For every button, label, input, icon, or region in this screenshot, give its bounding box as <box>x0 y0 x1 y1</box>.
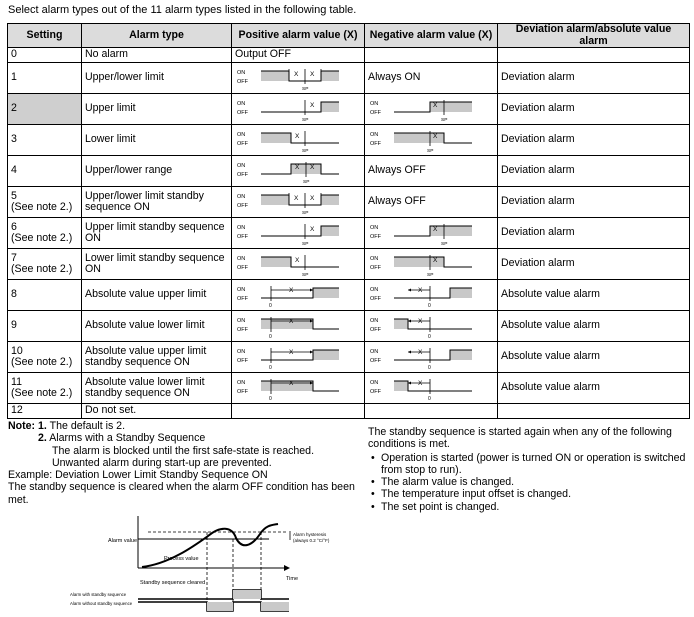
alarm-output-diagram <box>368 375 492 401</box>
zero-label: 0 <box>269 365 272 370</box>
on-label: ON <box>237 163 246 169</box>
x-label: X <box>294 195 299 202</box>
on-label: ON <box>237 256 246 262</box>
positive-cell <box>232 280 365 311</box>
negative-cell <box>365 311 498 342</box>
table-row <box>8 373 690 404</box>
on-region <box>261 195 289 205</box>
alarm-type-cell: Upper limit <box>82 94 232 125</box>
alarm-type-cell: Absolute value lower limit <box>82 311 232 342</box>
alarm-output-diagram <box>368 220 492 246</box>
alarm-type-cell: Do not set. <box>82 404 232 419</box>
x-label: X <box>295 164 300 171</box>
x-label: X <box>310 164 315 171</box>
off-label: OFF <box>237 141 248 147</box>
alarm-output-diagram <box>235 344 359 370</box>
alarm-type-cell <box>82 187 232 218</box>
alarm-type-line1: Absolute value lower limit <box>85 375 205 388</box>
setting-note: (See note 2.) <box>11 232 73 244</box>
off-label: OFF <box>370 358 381 364</box>
on-region <box>261 133 291 143</box>
alarm-type-line1: Upper/lower limit standby <box>85 189 204 202</box>
with-standby-label: Alarm with standby sequence <box>70 592 127 597</box>
note-1-number: 1. <box>38 420 47 432</box>
x-label: X <box>310 195 315 202</box>
category-cell <box>498 48 690 63</box>
table-row <box>8 280 690 311</box>
alarm-type-line2: standby sequence ON <box>85 356 190 368</box>
on-label: ON <box>237 380 246 386</box>
on-region <box>261 257 291 267</box>
on-region <box>321 226 339 236</box>
category-cell: Deviation alarm <box>498 94 690 125</box>
note-label: Note: <box>8 420 36 432</box>
setting-cell: 9 <box>8 311 82 342</box>
setting-cell: 1 <box>8 63 82 94</box>
on-region <box>321 195 339 205</box>
sp-label: SP <box>303 180 310 184</box>
sp-label: SP <box>302 118 309 122</box>
on-label: ON <box>370 225 379 231</box>
alarm-type-cell <box>82 218 232 249</box>
on-label: ON <box>237 194 246 200</box>
off-label: OFF <box>370 141 381 147</box>
on-label: ON <box>237 132 246 138</box>
category-cell: Deviation alarm <box>498 125 690 156</box>
zero-label: 0 <box>269 334 272 339</box>
setting-note: (See note 2.) <box>11 263 73 275</box>
off-label: OFF <box>370 265 381 271</box>
table-row <box>8 187 690 218</box>
setting-note: (See note 2.) <box>11 356 73 368</box>
note-1-text: The default is 2. <box>49 420 126 432</box>
alarm-with-standby-signal <box>138 590 289 599</box>
alarm-without-standby-fill <box>207 602 233 611</box>
hysteresis-label: Alarm hysteresis <box>293 532 327 537</box>
alarm-type-line2: ON <box>85 263 101 275</box>
on-region <box>450 288 472 298</box>
alarm-output-diagram <box>368 96 492 122</box>
on-region <box>261 319 313 329</box>
alarm-type-cell: Absolute value upper limit <box>82 280 232 311</box>
on-label: ON <box>237 70 246 76</box>
sp-label: SP <box>427 149 434 153</box>
note-1 <box>8 420 363 432</box>
category-cell: Deviation alarm <box>498 63 690 94</box>
alarm-output-diagram <box>368 282 492 308</box>
positive-cell <box>232 373 365 404</box>
setting-cell: 0 <box>8 48 82 63</box>
alarm-type-line1: Lower limit standby sequence <box>85 251 225 264</box>
positive-cell <box>232 218 365 249</box>
off-label: OFF <box>370 110 381 116</box>
category-cell: Deviation alarm <box>498 249 690 280</box>
on-region <box>313 288 339 298</box>
off-label: OFF <box>237 327 248 333</box>
setting-cell <box>8 342 82 373</box>
list-item: • The set point is changed. <box>368 501 690 513</box>
x-label: X <box>433 133 438 140</box>
standby-sequence-timechart <box>64 512 334 613</box>
category-cell: Absolute value alarm <box>498 280 690 311</box>
negative-cell: Always OFF <box>365 187 498 218</box>
list-item: • Operation is started (power is turned ON or operation is switched from stop to run). <box>368 452 690 477</box>
negative-cell <box>365 48 498 63</box>
negative-cell <box>365 280 498 311</box>
alarm-output-diagram <box>235 158 359 184</box>
sp-label: SP <box>427 273 434 277</box>
hysteresis-note: (always 0.2 °C/°F) <box>293 538 330 543</box>
table-row <box>8 404 690 419</box>
on-region <box>321 71 339 81</box>
off-label: OFF <box>237 389 248 395</box>
negative-cell <box>365 94 498 125</box>
x-label: X <box>295 257 300 264</box>
table-row <box>8 342 690 373</box>
positive-cell <box>232 125 365 156</box>
positive-cell <box>232 342 365 373</box>
alarm-output-diagram <box>235 65 359 91</box>
category-cell: Absolute value alarm <box>498 311 690 342</box>
off-label: OFF <box>237 358 248 364</box>
negative-cell <box>365 249 498 280</box>
alarm-output-diagram <box>235 127 359 153</box>
alarm-type-line1: Upper limit standby sequence <box>85 220 225 233</box>
positive-cell <box>232 94 365 125</box>
positive-cell <box>232 156 365 187</box>
alarm-output-diagram <box>235 282 359 308</box>
alarm-type-cell: Upper/lower range <box>82 156 232 187</box>
sp-label: SP <box>441 118 448 122</box>
x-label: X <box>418 318 423 325</box>
zero-label: 0 <box>428 396 431 401</box>
alarm-output-diagram <box>368 344 492 370</box>
off-label: OFF <box>370 327 381 333</box>
setting-cell: 3 <box>8 125 82 156</box>
on-label: ON <box>370 256 379 262</box>
note-2-number: 2. <box>38 432 47 445</box>
off-label: OFF <box>237 110 248 116</box>
intro-text: Select alarm types out of the 11 alarm types listed in the following table. <box>8 4 357 16</box>
table-row <box>8 94 690 125</box>
setting-number: 6 <box>11 220 17 233</box>
sp-label: SP <box>302 149 309 153</box>
x-label: X <box>310 226 315 233</box>
zero-label: 0 <box>428 365 431 370</box>
sp-label: SP <box>441 242 448 246</box>
table-row <box>8 125 690 156</box>
category-cell: Deviation alarm <box>498 156 690 187</box>
off-label: OFF <box>370 389 381 395</box>
on-label: ON <box>370 349 379 355</box>
on-label: ON <box>370 318 379 324</box>
zero-label: 0 <box>428 334 431 339</box>
time-axis-arrowhead <box>284 565 290 571</box>
off-label: OFF <box>370 296 381 302</box>
header-negative: Negative alarm value (X) <box>365 24 498 48</box>
alarm-type-cell: Lower limit <box>82 125 232 156</box>
on-label: ON <box>237 318 246 324</box>
x-label: X <box>418 380 423 387</box>
zero-label: 0 <box>269 396 272 401</box>
alarm-type-line2: ON <box>85 232 101 244</box>
category-cell: Deviation alarm <box>498 218 690 249</box>
alarm-output-diagram <box>235 375 359 401</box>
off-label: OFF <box>237 203 248 209</box>
x-label: X <box>295 133 300 140</box>
header-setting: Setting <box>8 24 82 48</box>
header-alarm-type: Alarm type <box>82 24 232 48</box>
alarm-output-diagram <box>368 251 492 277</box>
note-2-title: Alarms with a Standby Sequence <box>49 432 206 445</box>
negative-cell: Always ON <box>365 63 498 94</box>
off-label: OFF <box>370 234 381 240</box>
note-2-line-1: The alarm is blocked until the first safe-state is reached. <box>52 444 315 457</box>
setting-number: 11 <box>11 375 22 388</box>
alarm-value-label: Alarm value <box>108 538 138 544</box>
category-cell: Absolute value alarm <box>498 342 690 373</box>
positive-cell: Output OFF <box>232 48 365 63</box>
category-cell: Absolute value alarm <box>498 373 690 404</box>
setting-note: (See note 2.) <box>11 201 73 213</box>
negative-cell <box>365 125 498 156</box>
table-row <box>8 63 690 94</box>
on-label: ON <box>370 380 379 386</box>
category-cell <box>498 404 690 419</box>
sp-label: SP <box>302 273 309 277</box>
table-row <box>8 311 690 342</box>
zero-label: 0 <box>269 303 272 308</box>
alarm-output-diagram <box>235 313 359 339</box>
alarm-type-line2: sequence ON <box>85 201 150 213</box>
off-label: OFF <box>237 265 248 271</box>
example-text: Example: Deviation Lower Limit Standby Sequence ON <box>8 469 268 482</box>
table-row <box>8 249 690 280</box>
x-label: X <box>294 71 299 78</box>
sp-label: SP <box>302 87 309 91</box>
positive-cell <box>232 187 365 218</box>
alarm-output-diagram <box>235 96 359 122</box>
notes-section <box>8 420 363 506</box>
negative-cell <box>365 404 498 419</box>
list-item: • The alarm value is changed. <box>368 476 690 488</box>
sp-label: SP <box>302 242 309 246</box>
x-label: X <box>433 102 438 109</box>
on-region <box>394 381 408 391</box>
table-row <box>8 218 690 249</box>
restart-conditions-list <box>368 452 690 513</box>
on-label: ON <box>237 349 246 355</box>
alarm-type-cell <box>82 342 232 373</box>
standby-cleared-text: The standby sequence is cleared when the alarm OFF condition has been met. <box>8 481 355 506</box>
on-region <box>313 350 339 360</box>
alarm-type-line1: Absolute value upper limit <box>85 344 207 357</box>
sp-label: SP <box>302 211 309 215</box>
alarm-type-cell <box>82 373 232 404</box>
x-label: X <box>289 318 294 325</box>
setting-number: 5 <box>11 189 17 202</box>
off-label: OFF <box>237 296 248 302</box>
setting-cell <box>8 218 82 249</box>
x-label: X <box>433 226 438 233</box>
negative-cell <box>365 342 498 373</box>
table-header-row <box>8 24 690 48</box>
alarm-types-table <box>7 23 690 419</box>
positive-cell <box>232 311 365 342</box>
alarm-output-diagram <box>235 220 359 246</box>
list-item: • The temperature input offset is changed. <box>368 488 690 500</box>
negative-cell: Always OFF <box>365 156 498 187</box>
arrowhead <box>408 351 411 354</box>
x-label: X <box>418 349 423 356</box>
on-label: ON <box>237 225 246 231</box>
setting-cell: 8 <box>8 280 82 311</box>
x-label: X <box>310 71 315 78</box>
zero-label: 0 <box>428 303 431 308</box>
alarm-output-diagram <box>235 189 359 215</box>
on-label: ON <box>237 287 246 293</box>
off-label: OFF <box>237 79 248 85</box>
alarm-with-standby-fill <box>233 590 261 599</box>
time-label: Time <box>286 576 299 582</box>
on-label: ON <box>370 287 379 293</box>
negative-cell <box>365 218 498 249</box>
alarm-output-diagram <box>368 313 492 339</box>
standby-cleared-label: Standby sequence cleared <box>140 580 206 586</box>
x-label: X <box>289 287 294 294</box>
setting-note: (See note 2.) <box>11 387 73 399</box>
setting-cell: 2 <box>8 94 82 125</box>
setting-cell <box>8 373 82 404</box>
on-label: ON <box>237 101 246 107</box>
x-label: X <box>418 287 423 294</box>
without-standby-label: Alarm without standby sequence <box>70 601 133 606</box>
note-2-line-2: Unwanted alarm during start-up are prevented. <box>52 456 272 469</box>
alarm-type-cell: Upper/lower limit <box>82 63 232 94</box>
alarm-without-standby-fill <box>261 602 289 611</box>
table-row <box>8 48 690 63</box>
alarm-type-line2: standby sequence ON <box>85 387 190 399</box>
positive-cell <box>232 63 365 94</box>
positive-cell <box>232 404 365 419</box>
negative-cell <box>365 373 498 404</box>
category-cell: Deviation alarm <box>498 187 690 218</box>
off-label: OFF <box>237 172 248 178</box>
x-label: X <box>310 102 315 109</box>
alarm-output-diagram <box>368 127 492 153</box>
on-region <box>394 319 408 329</box>
header-positive: Positive alarm value (X) <box>232 24 365 48</box>
header-category: Deviation alarm/absolute value alarm <box>498 24 690 48</box>
process-value-label: Process value <box>164 556 199 562</box>
x-label: X <box>433 257 438 264</box>
on-region <box>321 102 339 112</box>
setting-cell <box>8 187 82 218</box>
note-2 <box>8 432 363 444</box>
alarm-type-cell: No alarm <box>82 48 232 63</box>
on-region <box>261 71 289 81</box>
x-label: X <box>289 349 294 356</box>
alarm-output-diagram <box>235 251 359 277</box>
on-label: ON <box>370 101 379 107</box>
on-label: ON <box>370 132 379 138</box>
setting-cell: 12 <box>8 404 82 419</box>
setting-number: 7 <box>11 251 17 264</box>
restart-intro: The standby sequence is started again when any of the following conditions is met. <box>368 426 672 451</box>
table-row <box>8 156 690 187</box>
arrowhead <box>408 289 411 292</box>
x-label: X <box>289 380 294 387</box>
on-region <box>450 350 472 360</box>
off-label: OFF <box>237 234 248 240</box>
positive-cell <box>232 249 365 280</box>
process-value-curve <box>142 524 278 567</box>
setting-cell <box>8 249 82 280</box>
setting-cell: 4 <box>8 156 82 187</box>
setting-number: 10 <box>11 344 23 357</box>
on-region <box>261 381 313 391</box>
standby-restart-section <box>368 426 690 513</box>
alarm-type-cell <box>82 249 232 280</box>
